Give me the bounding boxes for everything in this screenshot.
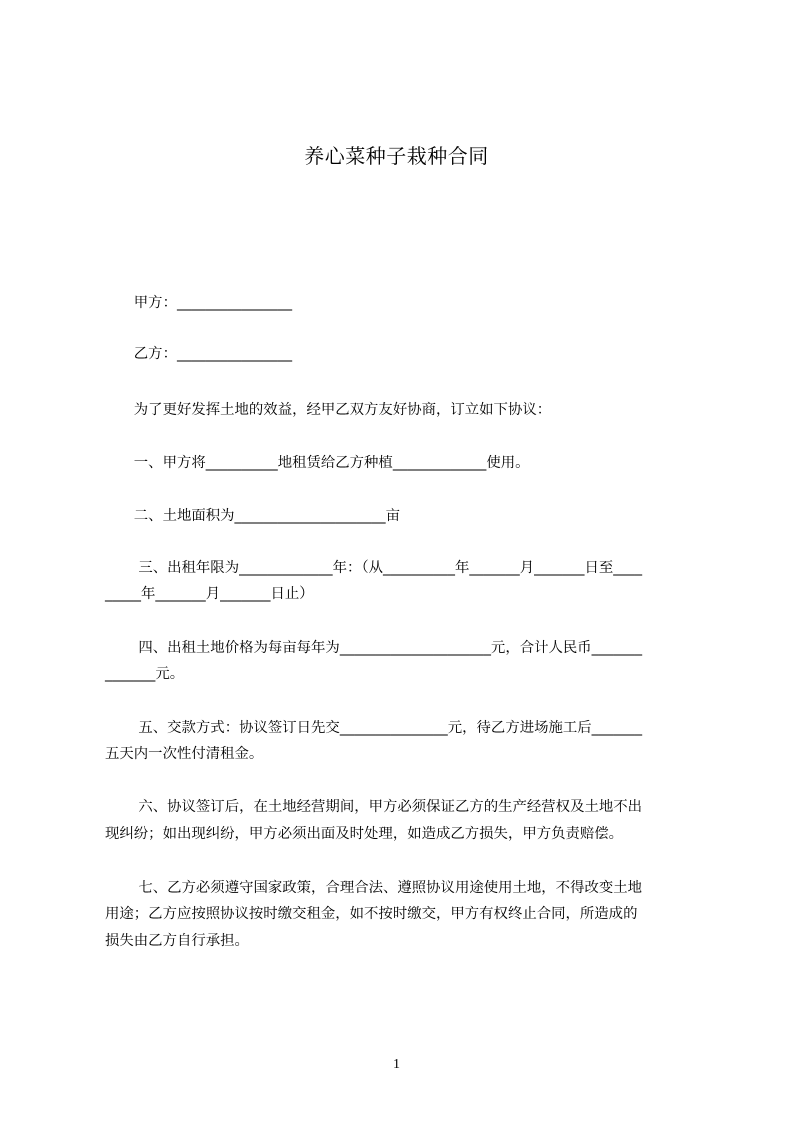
clause-7-line-1: 七、乙方必须遵守国家政策，合理合法、遵照协议用途使用土地，不得改变土地	[105, 880, 643, 896]
clause-2-line: 二、土地面积为_____________________亩	[105, 508, 401, 524]
clause-6-line-1: 六、协议签订后，在土地经营期间，甲方必须保证乙方的生产经营权及土地不出	[105, 799, 643, 815]
clause-1-line: 一、甲方将__________地租赁给乙方种植_____________使用。	[105, 455, 530, 471]
clause-5-line-1: 五、交款方式：协议签订日先交_______________元，待乙方进场施工后_______	[105, 720, 643, 736]
clause-3-line-2: _____年_______月_______日止）	[105, 586, 314, 602]
party-b-line: 乙方：________________	[105, 346, 293, 362]
document-title: 养心菜种子栽种合同	[304, 144, 489, 168]
clause-7-line-3: 损失由乙方自行承担。	[105, 933, 249, 949]
clause-3-line-1: 三、出租年限为_____________年：（从__________年_______月_______日至____	[105, 560, 643, 576]
clause-4-line-1: 四、出租土地价格为每亩每年为_____________________元，合计人民币_______	[105, 640, 643, 656]
party-a-line: 甲方：________________	[105, 295, 293, 311]
page-number: 1	[393, 1057, 400, 1072]
clause-6-line-2: 现纠纷；如出现纠纷，甲方必须出面及时处理，如造成乙方损失，甲方负责赔偿。	[105, 826, 624, 842]
clause-4-line-2: _______元。	[105, 666, 185, 682]
clause-7-line-2: 用途；乙方应按照协议按时缴交租金，如不按时缴交，甲方有权终止合同，所造成的	[105, 906, 638, 922]
preamble-line: 为了更好发挥土地的效益，经甲乙双方友好协商，订立如下协议：	[105, 402, 552, 418]
clause-5-line-2: 五天内一次性付清租金。	[105, 746, 264, 762]
